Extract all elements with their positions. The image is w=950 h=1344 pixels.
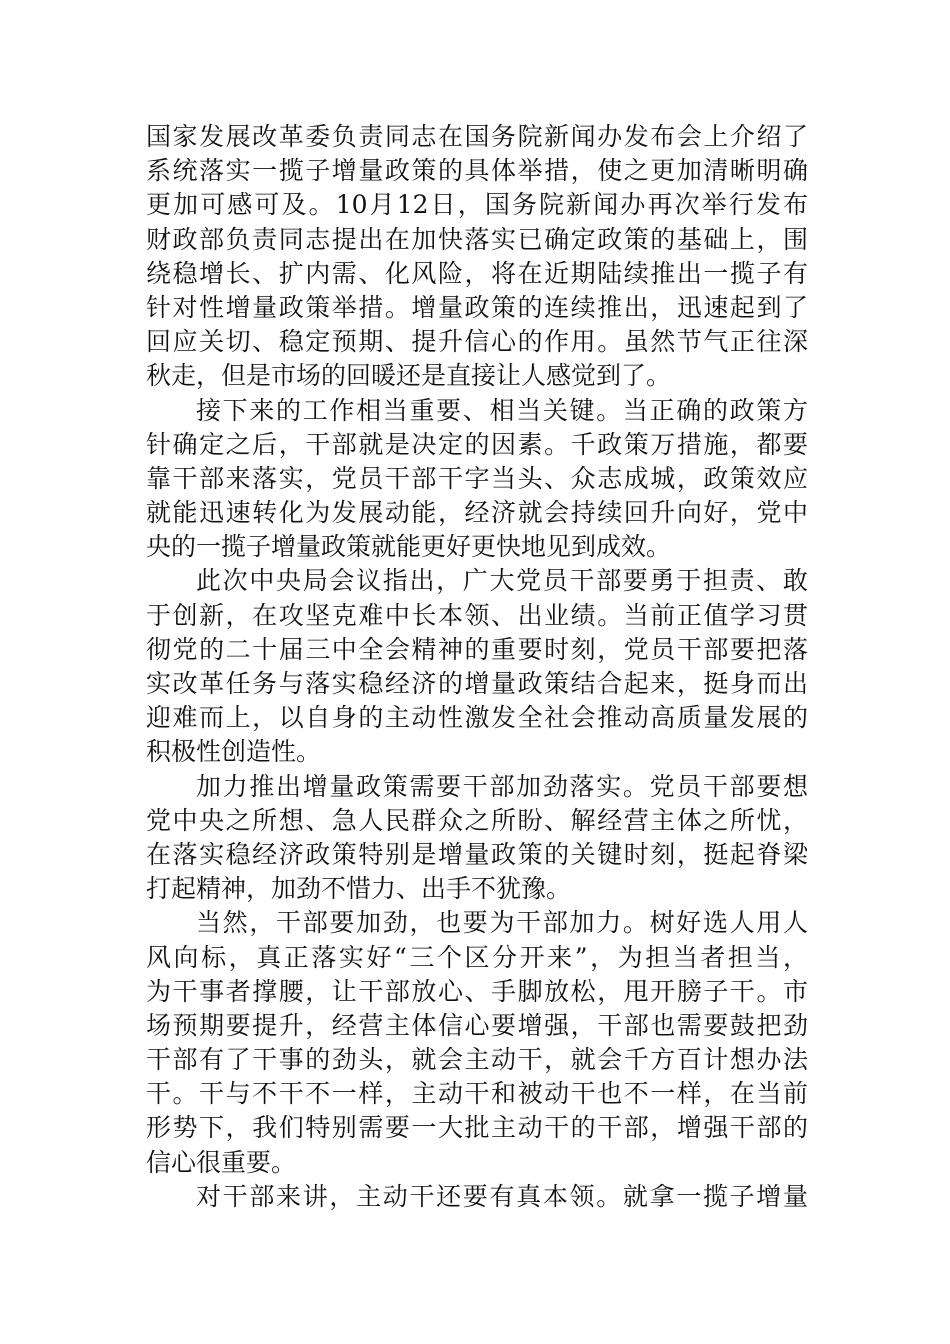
text-line: 回应关切、稳定预期、提升信心的作用。虽然节气正往深 [146, 327, 808, 357]
text-line-last: 积极性创造性。 [146, 737, 322, 767]
paragraph-first-line: 对干部来讲，主动干还要有真本领。就拿一揽子增量 [196, 1181, 808, 1211]
text-line: 场预期要提升，经营主体信心要增强，干部也需要鼓把劲 [146, 1010, 808, 1040]
text-line: 于创新，在攻坚克难中长本领、出业绩。当前正值学习贯 [146, 600, 808, 630]
text-line: 形势下，我们特别需要一大批主动干的干部，增强干部的 [146, 1113, 808, 1143]
text-line: 风向标，真正落实好“三个区分开来”，为担当者担当， [146, 942, 808, 972]
text-line: 党中央之所想、急人民群众之所盼、解经营主体之所忧， [146, 805, 808, 835]
text-line: 彻党的二十届三中全会精神的重要时刻，党员干部要把落 [146, 634, 808, 664]
text-line: 干部有了干事的劲头，就会主动干，就会千方百计想办法 [146, 1045, 808, 1075]
text-line: 干。干与不干不一样，主动干和被动干也不一样，在当前 [146, 1079, 808, 1109]
text-line: 就能迅速转化为发展动能，经济就会持续回升向好，党中 [146, 498, 808, 528]
text-line: 国家发展改革委负责同志在国务院新闻办发布会上介绍了 [146, 122, 808, 151]
text-line: 在落实稳经济政策特别是增量政策的关键时刻，挺起脊梁 [146, 839, 808, 869]
paragraph-first-line: 加力推出增量政策需要干部加劲落实。党员干部要想 [196, 771, 808, 801]
text-line: 为干事者撑腰，让干部放心、手脚放松，甩开膀子干。市 [146, 976, 808, 1006]
text-line-last: 打起精神，加劲不惜力、出手不犹豫。 [146, 874, 572, 904]
text-line: 绕稳增长、扩内需、化风险，将在近期陆续推出一揽子有 [146, 258, 808, 288]
text-line: 系统落实一揽子增量政策的具体举措，使之更加清晰明确 [146, 156, 808, 186]
text-line-last: 秋走，但是市场的回暖还是直接让人感觉到了。 [146, 361, 672, 391]
text-line: 实改革任务与落实稳经济的增量政策结合起来，挺身而出 [146, 669, 808, 698]
document-body [146, 120, 808, 1214]
paragraph-first-line: 此次中央局会议指出，广大党员干部要勇于担责、敢 [196, 566, 808, 596]
text-line-last: 信心很重要。 [146, 1147, 297, 1177]
text-line: 针确定之后，干部就是决定的因素。千政策万措施，都要 [146, 429, 808, 459]
text-line: 靠干部来落实，党员干部干字当头、众志成城，政策效应 [146, 463, 808, 493]
text-line: 更加可感可及。10月12日，国务院新闻办再次举行发布 [146, 190, 808, 220]
text-line: 财政部负责同志提出在加快落实已确定政策的基础上，围 [146, 224, 808, 254]
text-line: 针对性增量政策举措。增量政策的连续推出，迅速起到了 [146, 292, 808, 322]
text-line-last: 央的一揽子增量政策就能更好更快地见到成效。 [146, 532, 672, 562]
paragraph-first-line: 当然，干部要加劲，也要为干部加力。树好选人用人 [196, 908, 808, 938]
paragraph-first-line: 接下来的工作相当重要、相当关键。当正确的政策方 [196, 395, 808, 425]
text-line: 迎难而上，以自身的主动性激发全社会推动高质量发展的 [146, 703, 808, 733]
